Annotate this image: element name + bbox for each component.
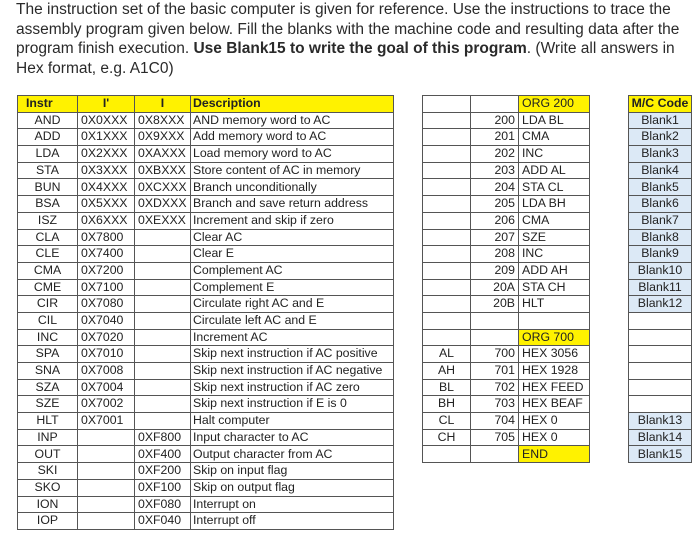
program-instruction: HLT [519, 296, 590, 313]
instruction-table-header [18, 96, 394, 113]
program-instruction: HEX 1928 [519, 363, 590, 380]
instr-direct-code: 0X7002 [78, 396, 135, 413]
instr-indirect-code [135, 329, 191, 346]
program-instruction: END [519, 446, 590, 463]
table-row [18, 363, 394, 380]
program-label [423, 162, 471, 179]
program-label: BH [423, 396, 471, 413]
table-row [629, 212, 692, 229]
instr-description: Add memory word to AC [191, 129, 394, 146]
instr-mnemonic: SKO [18, 479, 78, 496]
program-label [423, 196, 471, 213]
instr-description: Interrupt off [191, 513, 394, 530]
program-address [471, 96, 519, 113]
instr-mnemonic: ION [18, 496, 78, 513]
table-row [629, 363, 692, 380]
table-row [423, 329, 590, 346]
program-instruction: INC [519, 246, 590, 263]
table-row [423, 312, 590, 329]
table-row [423, 129, 590, 146]
program-instruction: HEX BEAF [519, 396, 590, 413]
program-address: 700 [471, 346, 519, 363]
program-label: AL [423, 346, 471, 363]
instr-indirect-code [135, 363, 191, 380]
program-address: 701 [471, 363, 519, 380]
instr-direct-code: 0X5XXX [78, 196, 135, 213]
instr-indirect-code: 0X9XXX [135, 129, 191, 146]
table-row [18, 129, 394, 146]
answer-blank-cell[interactable]: Blank4 [629, 162, 692, 179]
table-row [629, 346, 692, 363]
table-row [18, 179, 394, 196]
instr-direct-code [78, 463, 135, 480]
instr-mnemonic: BSA [18, 196, 78, 213]
instr-mnemonic: BUN [18, 179, 78, 196]
program-label [423, 279, 471, 296]
instr-description: Increment and skip if zero [191, 212, 394, 229]
program-instruction [519, 312, 590, 329]
table-row [18, 196, 394, 213]
instr-description: Circulate right AC and E [191, 296, 394, 313]
instr-description: Interrupt on [191, 496, 394, 513]
table-row [18, 513, 394, 530]
instr-description: AND memory word to AC [191, 112, 394, 129]
instr-direct-code: 0X7010 [78, 346, 135, 363]
program-address: 200 [471, 112, 519, 129]
empty-cell [629, 312, 692, 329]
instr-direct-code: 0X0XXX [78, 112, 135, 129]
table-row [423, 96, 590, 113]
table-row [423, 262, 590, 279]
instr-direct-code [78, 513, 135, 530]
instr-direct-code: 0X7200 [78, 262, 135, 279]
mc-table-header [629, 96, 692, 113]
table-row [629, 413, 692, 430]
table-row [18, 162, 394, 179]
program-address: 208 [471, 246, 519, 263]
program-instruction: LDA BH [519, 196, 590, 213]
instr-mnemonic: CMA [18, 262, 78, 279]
program-address: 201 [471, 129, 519, 146]
answer-blank-cell[interactable]: Blank8 [629, 229, 692, 246]
instr-direct-code: 0X7800 [78, 229, 135, 246]
instr-indirect-code: 0X8XXX [135, 112, 191, 129]
instr-indirect-code: 0XAXXX [135, 146, 191, 163]
instr-indirect-code: 0XF040 [135, 513, 191, 530]
table-row [629, 296, 692, 313]
instr-mnemonic: INP [18, 429, 78, 446]
instr-mnemonic: OUT [18, 446, 78, 463]
answer-blank-cell[interactable]: Blank7 [629, 212, 692, 229]
table-row [18, 413, 394, 430]
instr-direct-code: 0X7004 [78, 379, 135, 396]
table-row [18, 146, 394, 163]
program-instruction: INC [519, 146, 590, 163]
instr-indirect-code: 0XDXXX [135, 196, 191, 213]
answer-blank-cell[interactable]: Blank5 [629, 179, 692, 196]
prompt-text-end: . (Write all answers in Hex format, e.g. A1C0) [16, 40, 675, 77]
instr-direct-code: 0X2XXX [78, 146, 135, 163]
instr-direct-code: 0X1XXX [78, 129, 135, 146]
answer-blank-cell[interactable]: Blank13 [629, 413, 692, 430]
table-row [629, 262, 692, 279]
instr-mnemonic: STA [18, 162, 78, 179]
instr-indirect-code: 0XF200 [135, 463, 191, 480]
program-label: AH [423, 363, 471, 380]
instr-description: Skip next instruction if AC positive [191, 346, 394, 363]
instr-mnemonic: CME [18, 279, 78, 296]
instr-mnemonic: ADD [18, 129, 78, 146]
table-row [629, 129, 692, 146]
instr-mnemonic: INC [18, 329, 78, 346]
table-row [629, 279, 692, 296]
instr-direct-code [78, 479, 135, 496]
instr-description: Branch unconditionally [191, 179, 394, 196]
program-address: 704 [471, 413, 519, 430]
table-row [423, 346, 590, 363]
answer-blank-cell[interactable]: Blank12 [629, 296, 692, 313]
program-instruction: ADD AL [519, 162, 590, 179]
program-instruction: CMA [519, 212, 590, 229]
program-label [423, 312, 471, 329]
instr-mnemonic: ISZ [18, 212, 78, 229]
empty-cell [629, 379, 692, 396]
table-row [18, 212, 394, 229]
answer-blank-cell[interactable]: Blank9 [629, 246, 692, 263]
program-label [423, 262, 471, 279]
program-label: BL [423, 379, 471, 396]
table-row [629, 446, 692, 463]
instr-indirect-code: 0XF800 [135, 429, 191, 446]
table-row [423, 146, 590, 163]
program-label: CL [423, 413, 471, 430]
program-instruction: CMA [519, 129, 590, 146]
instr-description: Skip next instruction if AC zero [191, 379, 394, 396]
table-row [423, 429, 590, 446]
answer-blank-cell[interactable]: Blank14 [629, 429, 692, 446]
instr-direct-code: 0X7040 [78, 312, 135, 329]
instr-direct-code [78, 429, 135, 446]
program-instruction: ORG 700 [519, 329, 590, 346]
instr-mnemonic: SZA [18, 379, 78, 396]
header-direct: I' [78, 96, 135, 113]
instr-direct-code: 0X7400 [78, 246, 135, 263]
program-label [423, 446, 471, 463]
program-address: 209 [471, 262, 519, 279]
table-row [423, 179, 590, 196]
table-row [18, 296, 394, 313]
instr-mnemonic: LDA [18, 146, 78, 163]
table-row [18, 463, 394, 480]
table-row [423, 196, 590, 213]
instr-description: Clear AC [191, 229, 394, 246]
program-instruction: LDA BL [519, 112, 590, 129]
prompt-bold-text: Use Blank15 to write the goal of this program [193, 40, 527, 57]
instr-direct-code: 0X3XXX [78, 162, 135, 179]
instr-mnemonic: CIR [18, 296, 78, 313]
instr-direct-code: 0X7080 [78, 296, 135, 313]
table-row [18, 262, 394, 279]
answer-blank-cell[interactable]: Blank15 [629, 446, 692, 463]
program-label [423, 329, 471, 346]
instr-indirect-code: 0XCXXX [135, 179, 191, 196]
program-address: 702 [471, 379, 519, 396]
program-instruction: HEX 3056 [519, 346, 590, 363]
table-row [423, 363, 590, 380]
program-address [471, 446, 519, 463]
instr-indirect-code [135, 413, 191, 430]
instr-description: Clear E [191, 246, 394, 263]
program-label [423, 246, 471, 263]
header-description: Description [191, 96, 394, 113]
table-row [629, 196, 692, 213]
instr-description: Input character to AC [191, 429, 394, 446]
instr-indirect-code: 0XBXXX [135, 162, 191, 179]
table-row [629, 162, 692, 179]
instr-direct-code: 0X7100 [78, 279, 135, 296]
program-address [471, 329, 519, 346]
answer-blank-cell[interactable]: Blank1 [629, 112, 692, 129]
program-instruction: STA CL [519, 179, 590, 196]
header-mc-code: M/C Code [629, 96, 692, 113]
machine-code-table [628, 95, 692, 463]
instr-direct-code: 0X4XXX [78, 179, 135, 196]
program-label [423, 146, 471, 163]
instr-mnemonic: SPA [18, 346, 78, 363]
table-row [18, 346, 394, 363]
answer-blank-cell[interactable]: Blank3 [629, 146, 692, 163]
instr-indirect-code [135, 312, 191, 329]
answer-blank-cell[interactable]: Blank6 [629, 196, 692, 213]
question-prompt [16, 0, 686, 78]
program-instruction: ADD AH [519, 262, 590, 279]
empty-cell [629, 346, 692, 363]
instruction-set-table [17, 95, 394, 530]
program-address: 705 [471, 429, 519, 446]
instr-description: Skip on input flag [191, 463, 394, 480]
instr-direct-code [78, 496, 135, 513]
instr-indirect-code [135, 229, 191, 246]
table-row [629, 379, 692, 396]
table-row [423, 212, 590, 229]
instr-mnemonic: SZE [18, 396, 78, 413]
table-row [629, 146, 692, 163]
instr-indirect-code: 0XF400 [135, 446, 191, 463]
table-row [423, 413, 590, 430]
instr-description: Store content of AC in memory [191, 162, 394, 179]
table-row [18, 396, 394, 413]
program-address: 202 [471, 146, 519, 163]
program-label [423, 129, 471, 146]
instr-mnemonic: CLA [18, 229, 78, 246]
assembly-program-table [422, 95, 590, 463]
instr-indirect-code [135, 346, 191, 363]
header-indirect: I [135, 96, 191, 113]
program-address: 203 [471, 162, 519, 179]
instr-direct-code: 0X7008 [78, 363, 135, 380]
program-label [423, 179, 471, 196]
instr-mnemonic: CLE [18, 246, 78, 263]
table-row [629, 329, 692, 346]
program-instruction: HEX 0 [519, 413, 590, 430]
program-address: 703 [471, 396, 519, 413]
table-row [18, 446, 394, 463]
table-row [629, 229, 692, 246]
instr-description: Skip next instruction if E is 0 [191, 396, 394, 413]
table-row [423, 162, 590, 179]
table-row [18, 479, 394, 496]
instr-indirect-code: 0XF080 [135, 496, 191, 513]
instr-indirect-code [135, 246, 191, 263]
header-instr: Instr [18, 96, 78, 113]
table-row [423, 396, 590, 413]
answer-blank-cell[interactable]: Blank2 [629, 129, 692, 146]
table-row [629, 429, 692, 446]
program-instruction: SZE [519, 229, 590, 246]
instr-indirect-code [135, 379, 191, 396]
table-row [18, 429, 394, 446]
table-row [629, 312, 692, 329]
program-label [423, 296, 471, 313]
table-row [629, 112, 692, 129]
instr-mnemonic: CIL [18, 312, 78, 329]
program-instruction: HEX FEED [519, 379, 590, 396]
program-address: 206 [471, 212, 519, 229]
instr-mnemonic: SKI [18, 463, 78, 480]
program-label [423, 96, 471, 113]
program-label [423, 212, 471, 229]
table-row [423, 296, 590, 313]
program-label [423, 229, 471, 246]
instr-indirect-code [135, 396, 191, 413]
instr-description: Skip on output flag [191, 479, 394, 496]
instr-description: Output character from AC [191, 446, 394, 463]
instr-mnemonic: IOP [18, 513, 78, 530]
program-address: 207 [471, 229, 519, 246]
table-row [18, 279, 394, 296]
table-row [18, 329, 394, 346]
instr-direct-code: 0X7001 [78, 413, 135, 430]
empty-cell [629, 363, 692, 380]
table-row [629, 396, 692, 413]
table-row [629, 179, 692, 196]
instr-indirect-code: 0XEXXX [135, 212, 191, 229]
program-address [471, 312, 519, 329]
instr-description: Circulate left AC and E [191, 312, 394, 329]
instr-indirect-code [135, 279, 191, 296]
table-row [423, 446, 590, 463]
program-address: 204 [471, 179, 519, 196]
instr-direct-code: 0X7020 [78, 329, 135, 346]
table-row [423, 112, 590, 129]
instr-description: Increment AC [191, 329, 394, 346]
program-instruction: ORG 200 [519, 96, 590, 113]
instr-mnemonic: HLT [18, 413, 78, 430]
instr-indirect-code: 0XF100 [135, 479, 191, 496]
table-row [18, 496, 394, 513]
table-row [423, 246, 590, 263]
table-row [18, 312, 394, 329]
prompt-text: The instruction set of the basic computer is given for reference. Use the instructions to trace the assembly program given below. Fill the blanks with the machine code and resulting data after the program finish execution. [16, 1, 680, 57]
table-row [18, 246, 394, 263]
empty-cell [629, 329, 692, 346]
instr-description: Branch and save return address [191, 196, 394, 213]
instr-description: Halt computer [191, 413, 394, 430]
instr-direct-code: 0X6XXX [78, 212, 135, 229]
program-label [423, 112, 471, 129]
instr-mnemonic: AND [18, 112, 78, 129]
instr-description: Load memory word to AC [191, 146, 394, 163]
program-address: 205 [471, 196, 519, 213]
table-row [423, 379, 590, 396]
program-instruction: STA CH [519, 279, 590, 296]
table-row [629, 246, 692, 263]
instr-indirect-code [135, 262, 191, 279]
program-label: CH [423, 429, 471, 446]
instr-mnemonic: SNA [18, 363, 78, 380]
instr-description: Complement E [191, 279, 394, 296]
answer-blank-cell[interactable]: Blank11 [629, 279, 692, 296]
instr-direct-code [78, 446, 135, 463]
table-row [18, 379, 394, 396]
empty-cell [629, 396, 692, 413]
instr-description: Skip next instruction if AC negative [191, 363, 394, 380]
program-address: 20B [471, 296, 519, 313]
instr-description: Complement AC [191, 262, 394, 279]
program-instruction: HEX 0 [519, 429, 590, 446]
table-row [423, 279, 590, 296]
answer-blank-cell[interactable]: Blank10 [629, 262, 692, 279]
table-row [18, 112, 394, 129]
program-address: 20A [471, 279, 519, 296]
instr-indirect-code [135, 296, 191, 313]
table-row [18, 229, 394, 246]
table-row [423, 229, 590, 246]
